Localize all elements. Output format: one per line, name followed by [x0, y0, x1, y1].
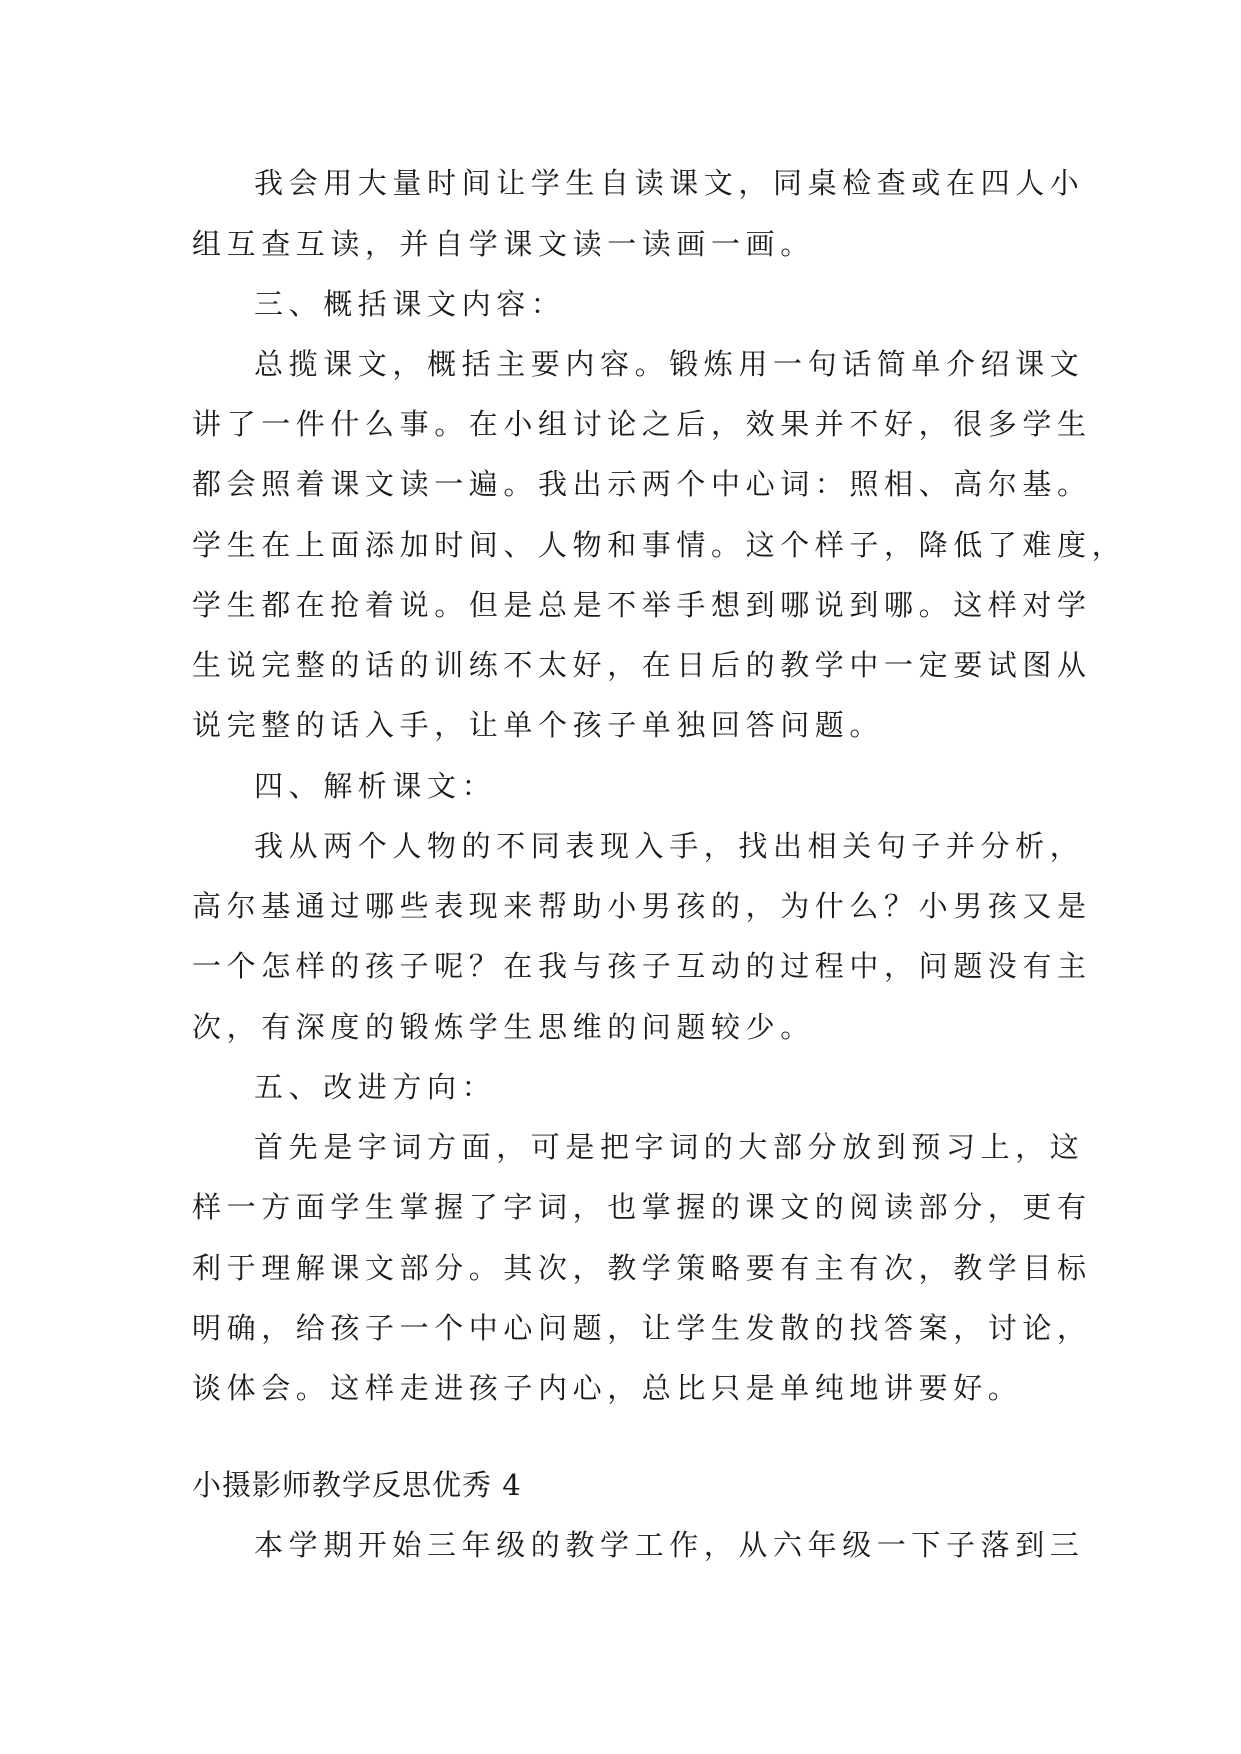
paragraph-line: 总揽课文，概括主要内容。锻炼用一句话简单介绍课文: [254, 347, 1085, 381]
section-heading: 五、改进方向：: [254, 1070, 497, 1104]
paragraph-line: 讲了一件什么事。在小组讨论之后，效果并不好，很多学生: [192, 407, 1092, 441]
section-heading: 四、解析课文：: [254, 769, 497, 803]
paragraph-line: 明确，给孩子一个中心问题，让学生发散的找答案，讨论，: [192, 1311, 1092, 1345]
paragraph-line: 高尔基通过哪些表现来帮助小男孩的，为什么？小男孩又是: [192, 889, 1092, 923]
paragraph-line: 次，有深度的锻炼学生思维的问题较少。: [192, 1010, 815, 1044]
paragraph-line: 我会用大量时间让学生自读课文，同桌检查或在四人小: [254, 166, 1085, 200]
paragraph-line: 一个怎样的孩子呢？在我与孩子互动的过程中，问题没有主: [192, 949, 1092, 983]
paragraph-line: 样一方面学生掌握了字词，也掌握的课文的阅读部分，更有: [192, 1190, 1092, 1224]
article-title: 小摄影师教学反思优秀 4: [192, 1468, 522, 1502]
paragraph-line: 生说完整的话的训练不太好，在日后的教学中一定要试图从: [192, 648, 1092, 682]
section-heading: 三、概括课文内容：: [254, 287, 566, 321]
paragraph-line: 说完整的话入手，让单个孩子单独回答问题。: [192, 708, 885, 742]
paragraph-line: 组互查互读，并自学课文读一读画一画。: [192, 227, 815, 261]
paragraph-line: 本学期开始三年级的教学工作，从六年级一下子落到三: [254, 1528, 1085, 1562]
paragraph-line: 我从两个人物的不同表现入手，找出相关句子并分析，: [254, 829, 1085, 863]
paragraph-line: 谈体会。这样走进孩子内心，总比只是单纯地讲要好。: [192, 1371, 1023, 1405]
paragraph-line: 学生在上面添加时间、人物和事情。这个样子，降低了难度，: [192, 528, 1127, 562]
paragraph-line: 学生都在抢着说。但是总是不举手想到哪说到哪。这样对学: [192, 588, 1092, 622]
paragraph-line: 都会照着课文读一遍。我出示两个中心词：照相、高尔基。: [192, 467, 1092, 501]
paragraph-line: 首先是字词方面，可是把字词的大部分放到预习上，这: [254, 1130, 1085, 1164]
paragraph-line: 利于理解课文部分。其次，教学策略要有主有次，教学目标: [192, 1251, 1092, 1285]
